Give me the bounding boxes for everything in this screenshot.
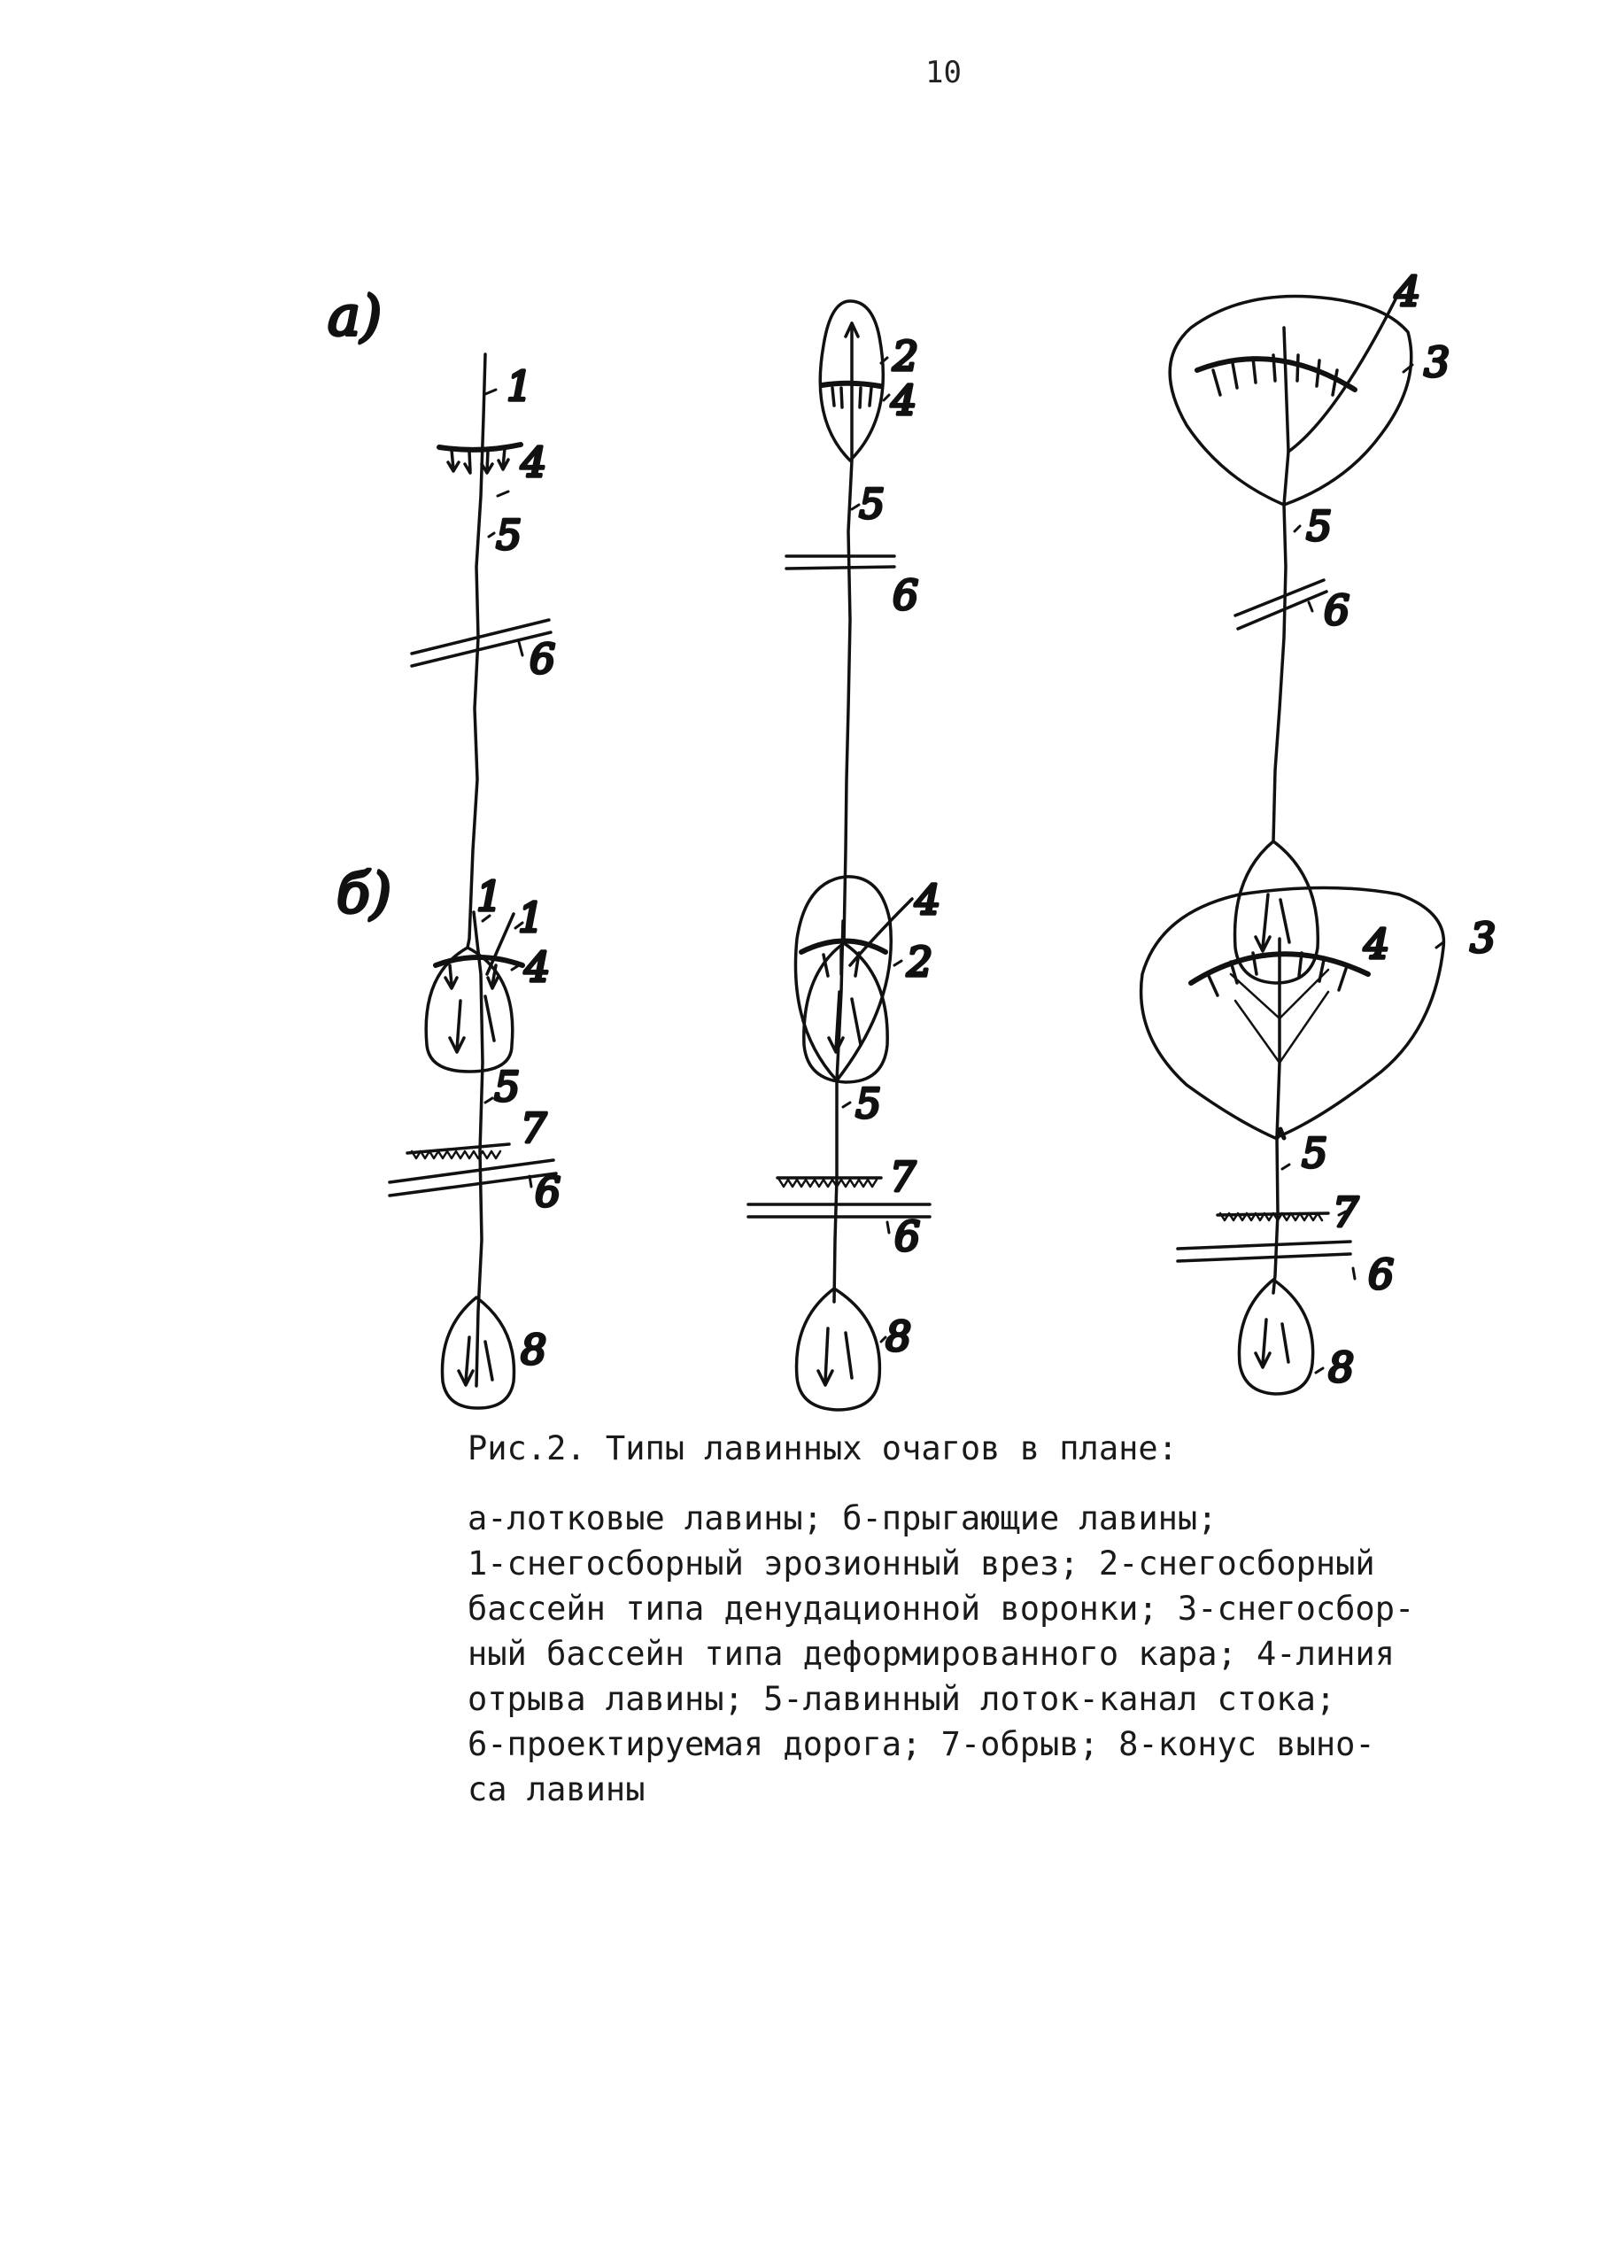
pointer-4 (1288, 292, 1399, 452)
label-5: 5 (855, 1080, 882, 1127)
diagram-a3 (1170, 267, 1450, 983)
leader-lines (1295, 365, 1412, 611)
label-4: 4 (891, 376, 917, 424)
label-3: 3 (1470, 914, 1496, 962)
deposition-cone (1235, 841, 1319, 983)
road-line (786, 556, 894, 569)
label-7: 7 (521, 1104, 547, 1152)
panel-b-label: б) (336, 861, 392, 925)
deposition-cone (797, 1289, 880, 1410)
label-6: 6 (894, 1212, 921, 1260)
label-5: 5 (494, 1063, 521, 1111)
label-4: 4 (915, 876, 941, 924)
channel-line (1273, 328, 1288, 841)
label-5: 5 (1302, 1129, 1328, 1177)
channel-line (844, 323, 852, 943)
channel-line (834, 921, 843, 1302)
panel-a-label: а) (328, 283, 383, 348)
release-line (822, 383, 880, 386)
label-5: 5 (1306, 502, 1333, 550)
label-1: 1 (518, 894, 545, 941)
label-7: 7 (890, 1153, 916, 1201)
label-2: 2 (907, 938, 933, 986)
tributary-line (487, 914, 514, 974)
caption-line: отрыва лавины; 5-лавинный лоток-канал стока; (468, 1680, 1336, 1718)
channel-line (1273, 939, 1280, 1293)
cone-arrows (450, 996, 494, 1052)
label-1: 1 (507, 362, 533, 410)
page-number: 10 (925, 55, 962, 90)
label-6: 6 (893, 571, 919, 619)
cone-arrows (1256, 1320, 1288, 1367)
channel-line (474, 912, 483, 1386)
cliff-line (407, 1144, 509, 1153)
leader-lines (843, 961, 901, 1342)
cirque-outline (1141, 888, 1444, 1139)
cone-arrows (829, 992, 861, 1052)
diagram-b2 (748, 876, 940, 1410)
road-line (1235, 580, 1326, 629)
label-8: 8 (521, 1326, 547, 1374)
label-7: 7 (1333, 1188, 1359, 1236)
label-3: 3 (1424, 338, 1450, 386)
caption-line: ный бассейн типа деформированного кара; 4-линия (468, 1635, 1395, 1673)
deposition-cone (804, 943, 887, 1082)
label-8: 8 (1328, 1343, 1355, 1391)
label-5: 5 (496, 511, 522, 559)
diagram-a2 (786, 301, 918, 1082)
road-line (1178, 1242, 1350, 1261)
pointer-4 (850, 899, 912, 965)
label-4: 4 (521, 438, 547, 486)
label-4: 4 (1395, 267, 1421, 315)
label-4: 4 (524, 943, 551, 991)
label-6: 6 (1324, 586, 1350, 634)
label-6: 6 (530, 635, 556, 683)
cliff-hatching (779, 1180, 877, 1187)
caption-title: Рис.2. Типы лавинных очагов в плане: (468, 1429, 1178, 1467)
caption-line: 6-проектируемая дорога; 7-обрыв; 8-конус выно- (468, 1725, 1375, 1763)
deposition-cone (1239, 1280, 1312, 1394)
label-2: 2 (893, 332, 919, 380)
label-6: 6 (1368, 1250, 1395, 1298)
figure-caption (468, 1426, 1530, 1812)
label-8: 8 (885, 1312, 912, 1360)
cone-arrows (818, 1328, 852, 1385)
label-5: 5 (859, 480, 885, 528)
label-4: 4 (1364, 920, 1390, 968)
caption-line: а-лотковые лавины; б-прыгающие лавины; (468, 1499, 1218, 1537)
label-1: 1 (476, 872, 503, 920)
label-6: 6 (535, 1168, 561, 1216)
cirque-outline (1170, 296, 1411, 505)
diagram-b3 (1141, 888, 1496, 1395)
caption-line: 1-снегосборный эрозионный врез; 2-снегосборный (468, 1544, 1375, 1583)
caption-line: бассейн типа денудационной воронки; 3-снегосбор- (468, 1590, 1415, 1628)
cone-arrows (1256, 894, 1289, 951)
caption-line: са лавины (468, 1770, 646, 1808)
